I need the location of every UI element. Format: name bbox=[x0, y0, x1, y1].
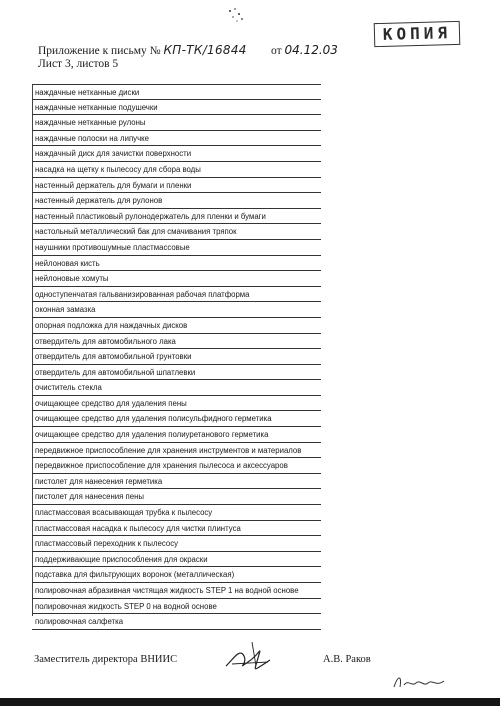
position-caption: Заместитель директора ВНИИС bbox=[34, 654, 178, 665]
table-row: наждачный диск для зачистки поверхности bbox=[32, 146, 321, 162]
table-row: поддерживающие приспособления для окраски bbox=[32, 552, 321, 568]
scan-edge bbox=[0, 698, 500, 706]
table-row: отвердитель для автомобильного лака bbox=[32, 334, 321, 350]
table-row: передвижное приспособление для хранения пылесоса и аксессуаров bbox=[32, 458, 321, 474]
table-row: пистолет для нанесения пены bbox=[32, 489, 321, 505]
table-row: настольный металлический бак для смачивания тряпок bbox=[32, 224, 321, 240]
table-row: отвердитель для автомобильной грунтовки bbox=[32, 349, 321, 365]
table-row: оконная замазка bbox=[32, 302, 321, 318]
table-row: полировочная абразивная чистящая жидкость STEP 1 на водной основе bbox=[32, 583, 321, 599]
table-row: наждачные нетканные рулоны bbox=[32, 115, 321, 131]
table-row: настенный держатель для бумаги и пленки bbox=[32, 178, 321, 194]
table-row: наждачные полоски на липучке bbox=[32, 131, 321, 147]
table-row: настенный пластиковый рулонодержатель для пленки и бумаги bbox=[32, 209, 321, 225]
table-row: нейлоновые хомуты bbox=[32, 271, 321, 287]
signer-name: А.В. Раков bbox=[323, 654, 371, 665]
table-row: полировочная жидкость STEP 0 на водной основе bbox=[32, 599, 321, 615]
table-row: пластмассовый переходник к пылесосу bbox=[32, 536, 321, 552]
table-row: пластмассовая всасывающая трубка к пылесосу bbox=[32, 505, 321, 521]
table-row: настенный держатель для рулонов bbox=[32, 193, 321, 209]
date-line bbox=[271, 43, 338, 57]
stamp-text: КОПИЯ bbox=[382, 23, 452, 44]
table-row: пластмассовая насадка к пылесосу для чистки плинтуса bbox=[32, 521, 321, 537]
letter-date: 04.12.03 bbox=[284, 43, 338, 57]
table-row: очищающее средство для удаления полиуретанового герметика bbox=[32, 427, 321, 443]
director-signature bbox=[222, 636, 278, 676]
table-row: очищающее средство для удаления полисульфидного герметика bbox=[32, 411, 321, 427]
scan-speckles bbox=[226, 6, 246, 24]
table-row: наушники противошумные пластмассовые bbox=[32, 240, 321, 256]
table-row: опорная подложка для наждачных дисков bbox=[32, 318, 321, 334]
appendix-label: Приложение к письму № bbox=[38, 45, 161, 57]
table-row: насадка на щетку к пылесосу для сбора воды bbox=[32, 162, 321, 178]
sheet-info: Лист 3, листов 5 bbox=[38, 58, 119, 70]
table-row: очиститель стекла bbox=[32, 380, 321, 396]
table-row: наждачные нетканные диски bbox=[32, 84, 321, 100]
item-table bbox=[32, 84, 321, 630]
table-row: передвижное приспособление для хранения инструментов и материалов bbox=[32, 443, 321, 459]
appendix-line bbox=[38, 43, 247, 57]
corner-initials bbox=[390, 671, 448, 693]
letter-number: КП-ТК/16844 bbox=[163, 43, 247, 57]
table-row: полировочная салфетка bbox=[32, 614, 321, 630]
table-row: отвердитель для автомобильной шпатлевки bbox=[32, 365, 321, 381]
table-row: пистолет для нанесения герметика bbox=[32, 474, 321, 490]
table-row: подставка для фильтрующих воронок (металлическая) bbox=[32, 567, 321, 583]
table-row: нейлоновая кисть bbox=[32, 256, 321, 272]
table-row: наждачные нетканные подушечки bbox=[32, 100, 321, 116]
table-row: очищающее средство для удаления пены bbox=[32, 396, 321, 412]
date-prefix: от bbox=[271, 45, 282, 57]
copy-stamp bbox=[374, 21, 461, 47]
table-row: одноступенчатая гальванизированная рабочая платформа bbox=[32, 287, 321, 303]
